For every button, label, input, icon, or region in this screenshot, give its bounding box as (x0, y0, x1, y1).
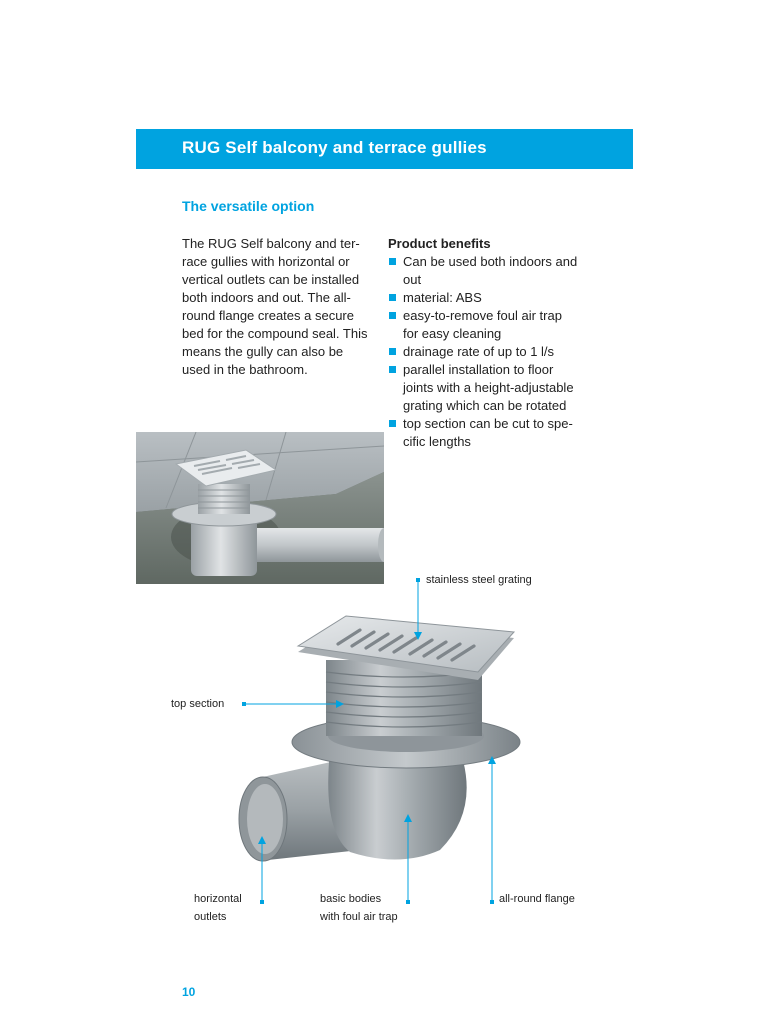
title-banner (136, 129, 633, 169)
benefit-text: easy-to-remove foul air trap (403, 308, 562, 323)
top-section-label: top section (171, 698, 225, 710)
square-bullet-icon (389, 348, 396, 355)
benefit-text: out (403, 272, 422, 287)
benefit-item (388, 253, 598, 289)
gully-diagram (0, 560, 768, 940)
square-bullet-icon (389, 420, 396, 427)
label-line: horizontal (194, 893, 242, 905)
intro-line: used in the bathroom. (182, 362, 308, 377)
square-bullet-icon (389, 294, 396, 301)
grating-label: stainless steel grating (426, 574, 532, 586)
benefit-text: material: ABS (403, 290, 482, 305)
intro-line: vertical outlets can be installed (182, 272, 360, 287)
intro-paragraph (182, 235, 382, 379)
benefit-item (388, 343, 598, 361)
flange-label: all-round flange (499, 893, 575, 905)
square-bullet-icon (389, 258, 396, 265)
page-number: 10 (182, 985, 196, 999)
label-line: with foul air trap (320, 911, 398, 923)
benefit-text: cific lengths (403, 434, 471, 449)
page-title: RUG Self balcony and terrace gullies (182, 138, 487, 157)
intro-line: bed for the compound seal. This (182, 326, 368, 341)
bodies-label (320, 890, 398, 926)
label-line: outlets (194, 911, 227, 923)
benefit-item (388, 415, 598, 451)
benefits-heading: Product benefits (388, 236, 491, 251)
benefit-item (388, 361, 598, 415)
section-subtitle: The versatile option (182, 198, 315, 214)
benefit-text: grating which can be rotated (403, 398, 567, 413)
product-benefits (388, 235, 598, 451)
benefit-text: joints with a height-adjustable (403, 380, 574, 395)
intro-line: both indoors and out. The all- (182, 290, 351, 305)
label-line: basic bodies (320, 893, 382, 905)
square-bullet-icon (389, 366, 396, 373)
intro-line: round flange creates a secure (182, 308, 354, 323)
benefit-text: drainage rate of up to 1 l/s (403, 344, 555, 359)
outlets-label (194, 890, 242, 926)
square-bullet-icon (389, 312, 396, 319)
benefits-list (388, 253, 598, 451)
benefit-text: parallel installation to floor (403, 362, 554, 377)
benefit-item (388, 307, 598, 343)
intro-line: race gullies with horizontal or (182, 254, 350, 269)
benefit-text: for easy cleaning (403, 326, 502, 341)
benefit-item (388, 289, 598, 307)
benefit-text: Can be used both indoors and (403, 254, 578, 269)
benefit-text: top section can be cut to spe- (403, 416, 573, 431)
intro-line: means the gully can also be (182, 344, 344, 359)
intro-line: The RUG Self balcony and ter- (182, 236, 360, 251)
